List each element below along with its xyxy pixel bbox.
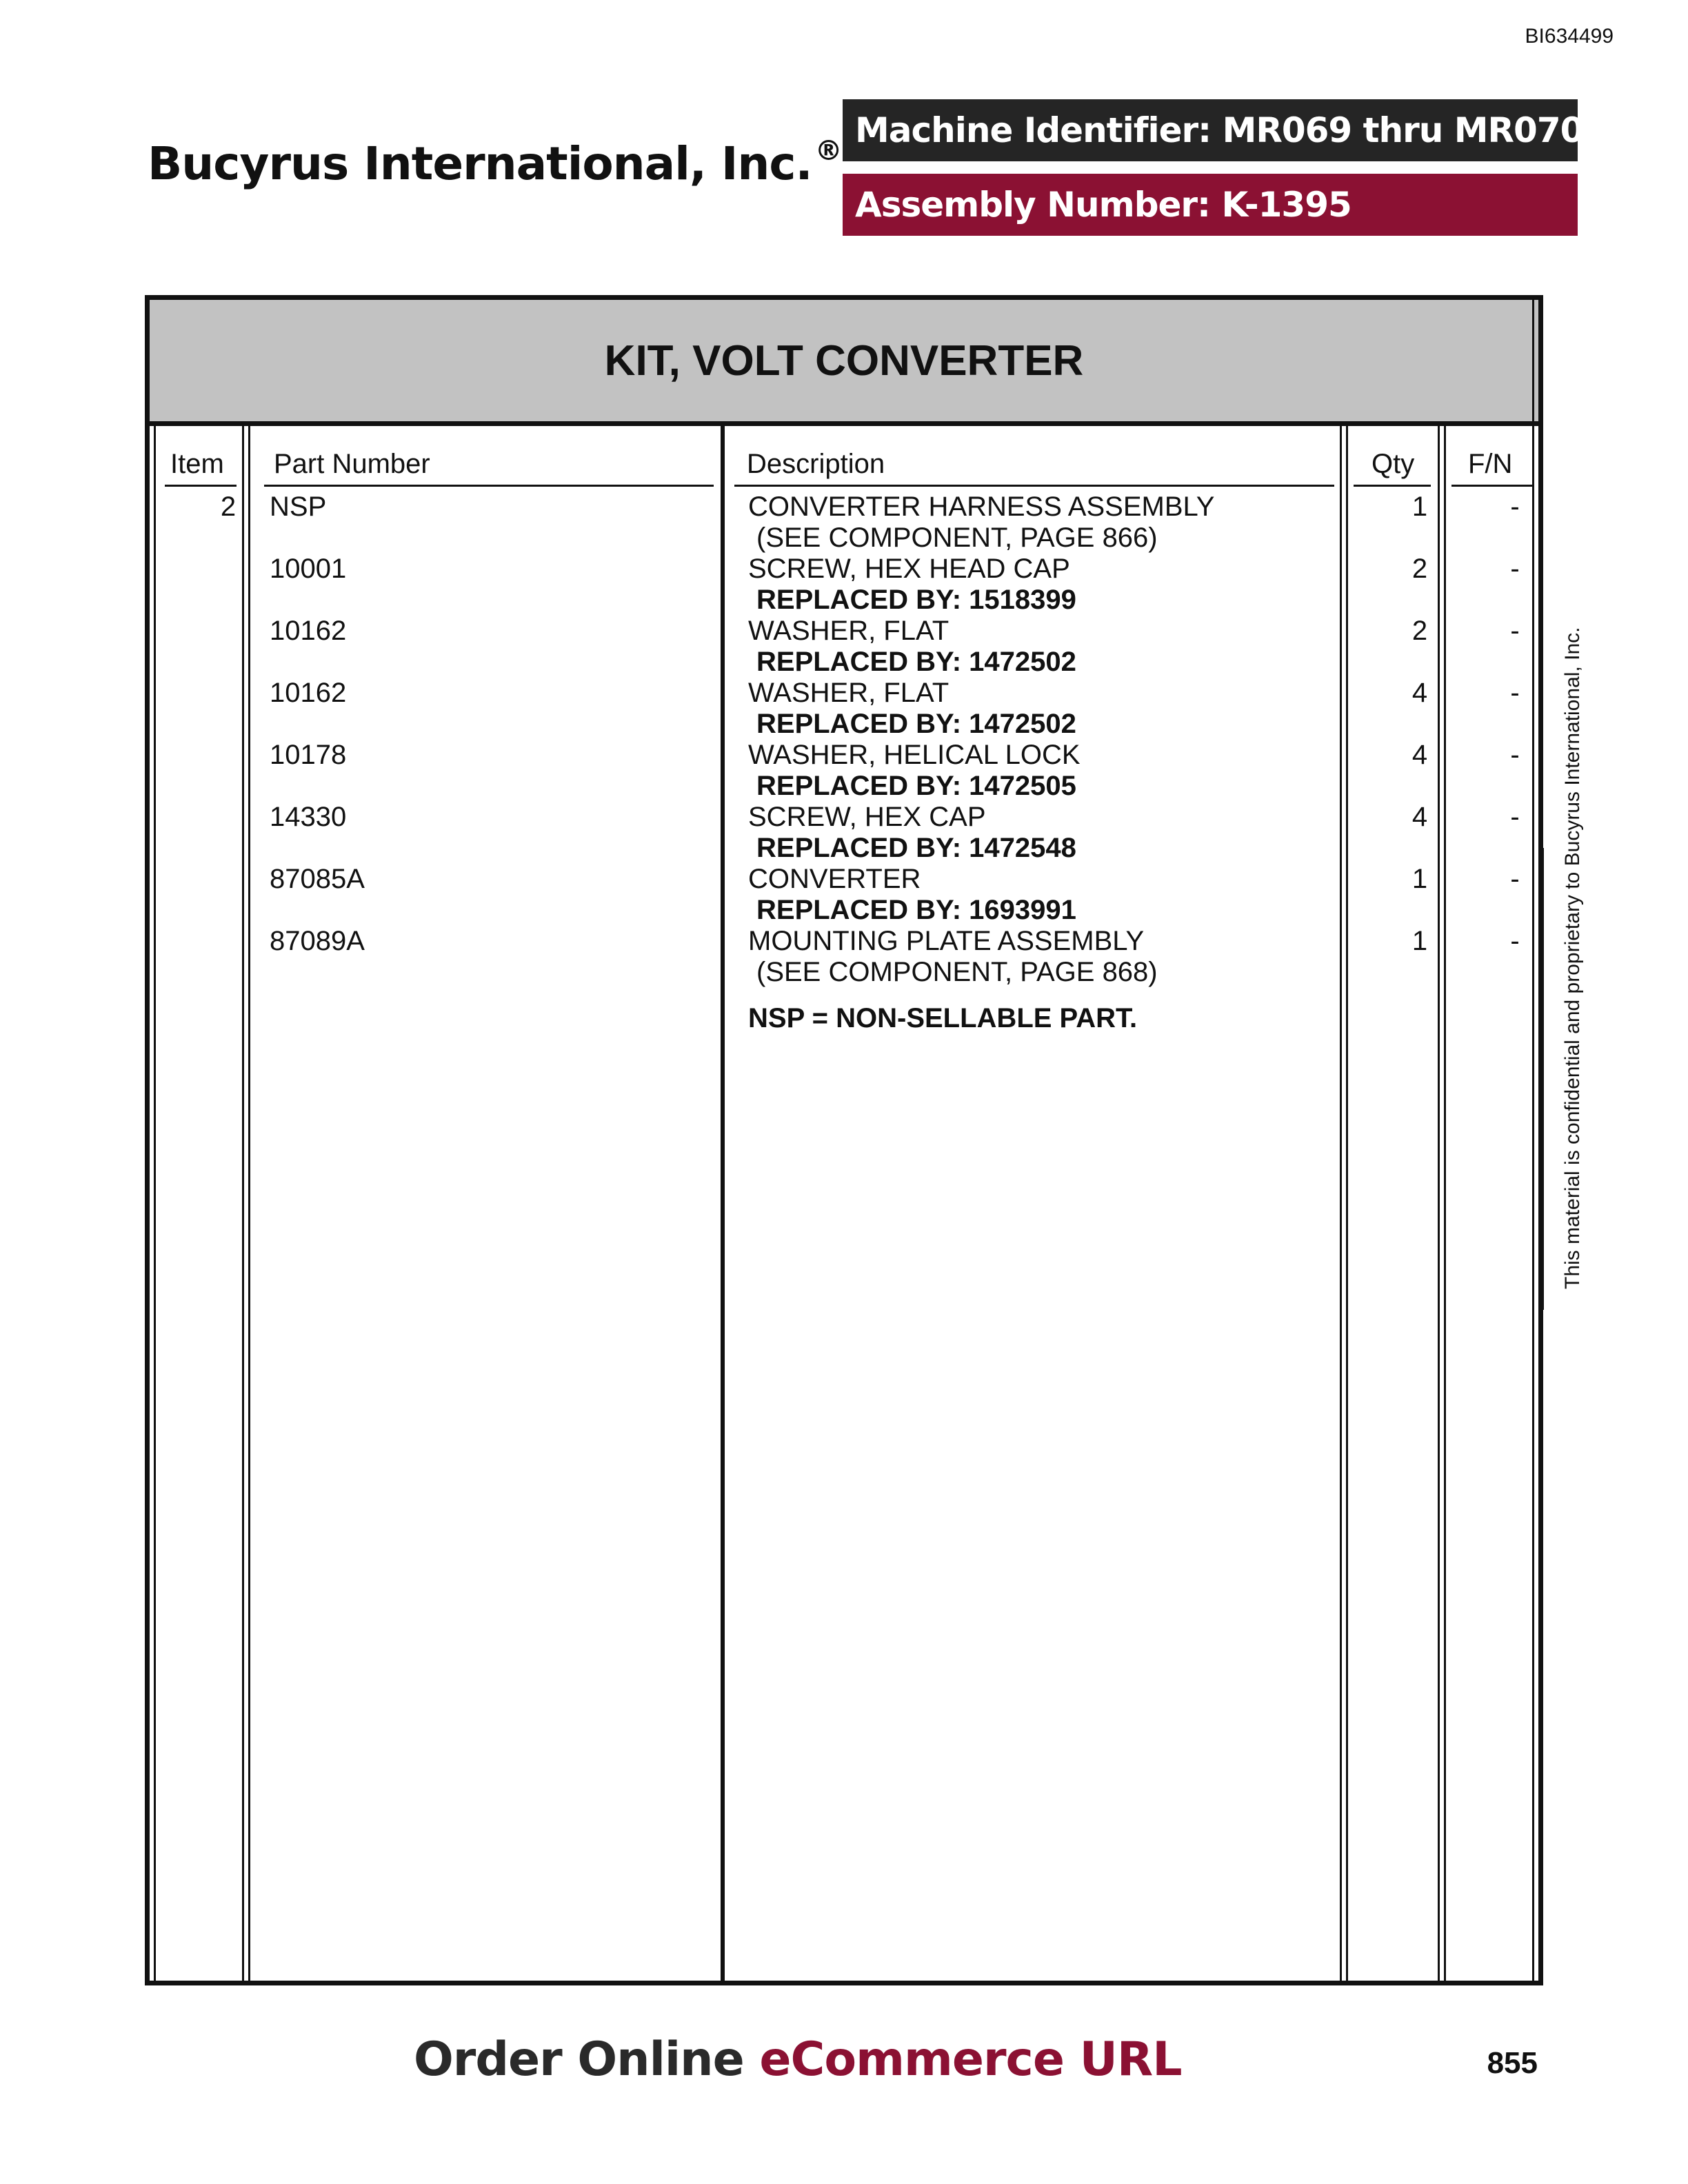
item-cell: 2 xyxy=(220,492,237,522)
part-number-cell: 10178 xyxy=(270,740,347,770)
description-note: REPLACED BY: 1693991 xyxy=(756,895,1076,925)
fn-cell: - xyxy=(1510,492,1520,522)
header-rule xyxy=(165,485,237,487)
part-number-cell: NSP xyxy=(270,492,327,522)
description-cell: CONVERTER HARNESS ASSEMBLY xyxy=(748,492,1215,522)
table-row xyxy=(150,926,1538,988)
parts-table xyxy=(145,295,1543,1985)
description-note: (SEE COMPONENT, PAGE 866) xyxy=(756,523,1158,553)
fn-cell: - xyxy=(1510,678,1520,708)
header-item: Item xyxy=(170,449,224,479)
table-row xyxy=(150,864,1538,926)
footnote: NSP = NON-SELLABLE PART. xyxy=(748,1003,1138,1033)
fn-cell: - xyxy=(1510,740,1520,770)
page-number: 855 xyxy=(1487,2046,1538,2080)
header-rule xyxy=(734,485,1334,487)
qty-cell: 4 xyxy=(1411,678,1428,708)
qty-cell: 1 xyxy=(1411,926,1428,956)
header-description: Description xyxy=(747,449,885,479)
description-cell: MOUNTING PLATE ASSEMBLY xyxy=(748,926,1145,956)
description-cell: SCREW, HEX CAP xyxy=(748,802,986,832)
description-cell: WASHER, FLAT xyxy=(748,678,950,708)
part-number-cell: 10162 xyxy=(270,678,347,708)
company-name-text: Bucyrus International, Inc. xyxy=(148,137,812,190)
qty-cell: 1 xyxy=(1411,492,1428,522)
header-part-number: Part Number xyxy=(274,449,430,479)
order-online-banner xyxy=(414,2032,1182,2087)
document-id: BI634499 xyxy=(1525,25,1614,48)
header-rule xyxy=(264,485,714,487)
fn-cell: - xyxy=(1510,926,1520,956)
part-number-cell: 87085A xyxy=(270,864,365,894)
header-rule xyxy=(1451,485,1534,487)
description-note: REPLACED BY: 1472505 xyxy=(756,771,1076,801)
registered-mark: ® xyxy=(814,135,842,167)
table-row xyxy=(150,678,1538,740)
part-number-cell: 87089A xyxy=(270,926,365,956)
ecommerce-link[interactable]: eCommerce URL xyxy=(759,2032,1182,2087)
qty-cell: 1 xyxy=(1411,864,1428,894)
machine-identifier-banner: Machine Identifier: MR069 thru MR070 xyxy=(843,99,1578,161)
fn-cell: - xyxy=(1510,554,1520,584)
description-note: REPLACED BY: 1518399 xyxy=(756,585,1076,615)
qty-cell: 4 xyxy=(1411,740,1428,770)
header-rule xyxy=(1354,485,1431,487)
header-qty: Qty xyxy=(1372,449,1415,479)
table-row xyxy=(150,740,1538,802)
table-row xyxy=(150,554,1538,616)
side-rule xyxy=(1542,848,1544,1310)
description-cell: WASHER, HELICAL LOCK xyxy=(748,740,1081,770)
table-row xyxy=(150,616,1538,678)
company-name xyxy=(148,135,842,190)
description-note: REPLACED BY: 1472502 xyxy=(756,647,1076,677)
description-note: REPLACED BY: 1472502 xyxy=(756,709,1076,739)
description-cell: WASHER, FLAT xyxy=(748,616,950,646)
table-row xyxy=(150,802,1538,864)
assembly-number-banner: Assembly Number: K-1395 xyxy=(843,174,1578,236)
fn-cell: - xyxy=(1510,864,1520,894)
description-cell: SCREW, HEX HEAD CAP xyxy=(748,554,1070,584)
description-note: (SEE COMPONENT, PAGE 868) xyxy=(756,957,1158,987)
table-row xyxy=(150,492,1538,554)
qty-cell: 2 xyxy=(1411,554,1428,584)
fn-cell: - xyxy=(1510,616,1520,646)
qty-cell: 2 xyxy=(1411,616,1428,646)
description-cell: CONVERTER xyxy=(748,864,921,894)
description-note: REPLACED BY: 1472548 xyxy=(756,833,1076,863)
part-number-cell: 14330 xyxy=(270,802,347,832)
qty-cell: 4 xyxy=(1411,802,1428,832)
confidentiality-notice: This material is confidential and proprietary to Bucyrus International, Inc. xyxy=(1561,627,1584,1289)
fn-cell: - xyxy=(1510,802,1520,832)
table-title: KIT, VOLT CONVERTER xyxy=(150,300,1538,426)
part-number-cell: 10162 xyxy=(270,616,347,646)
part-number-cell: 10001 xyxy=(270,554,347,584)
header-fn: F/N xyxy=(1468,449,1513,479)
order-online-text: Order Online xyxy=(414,2032,744,2087)
